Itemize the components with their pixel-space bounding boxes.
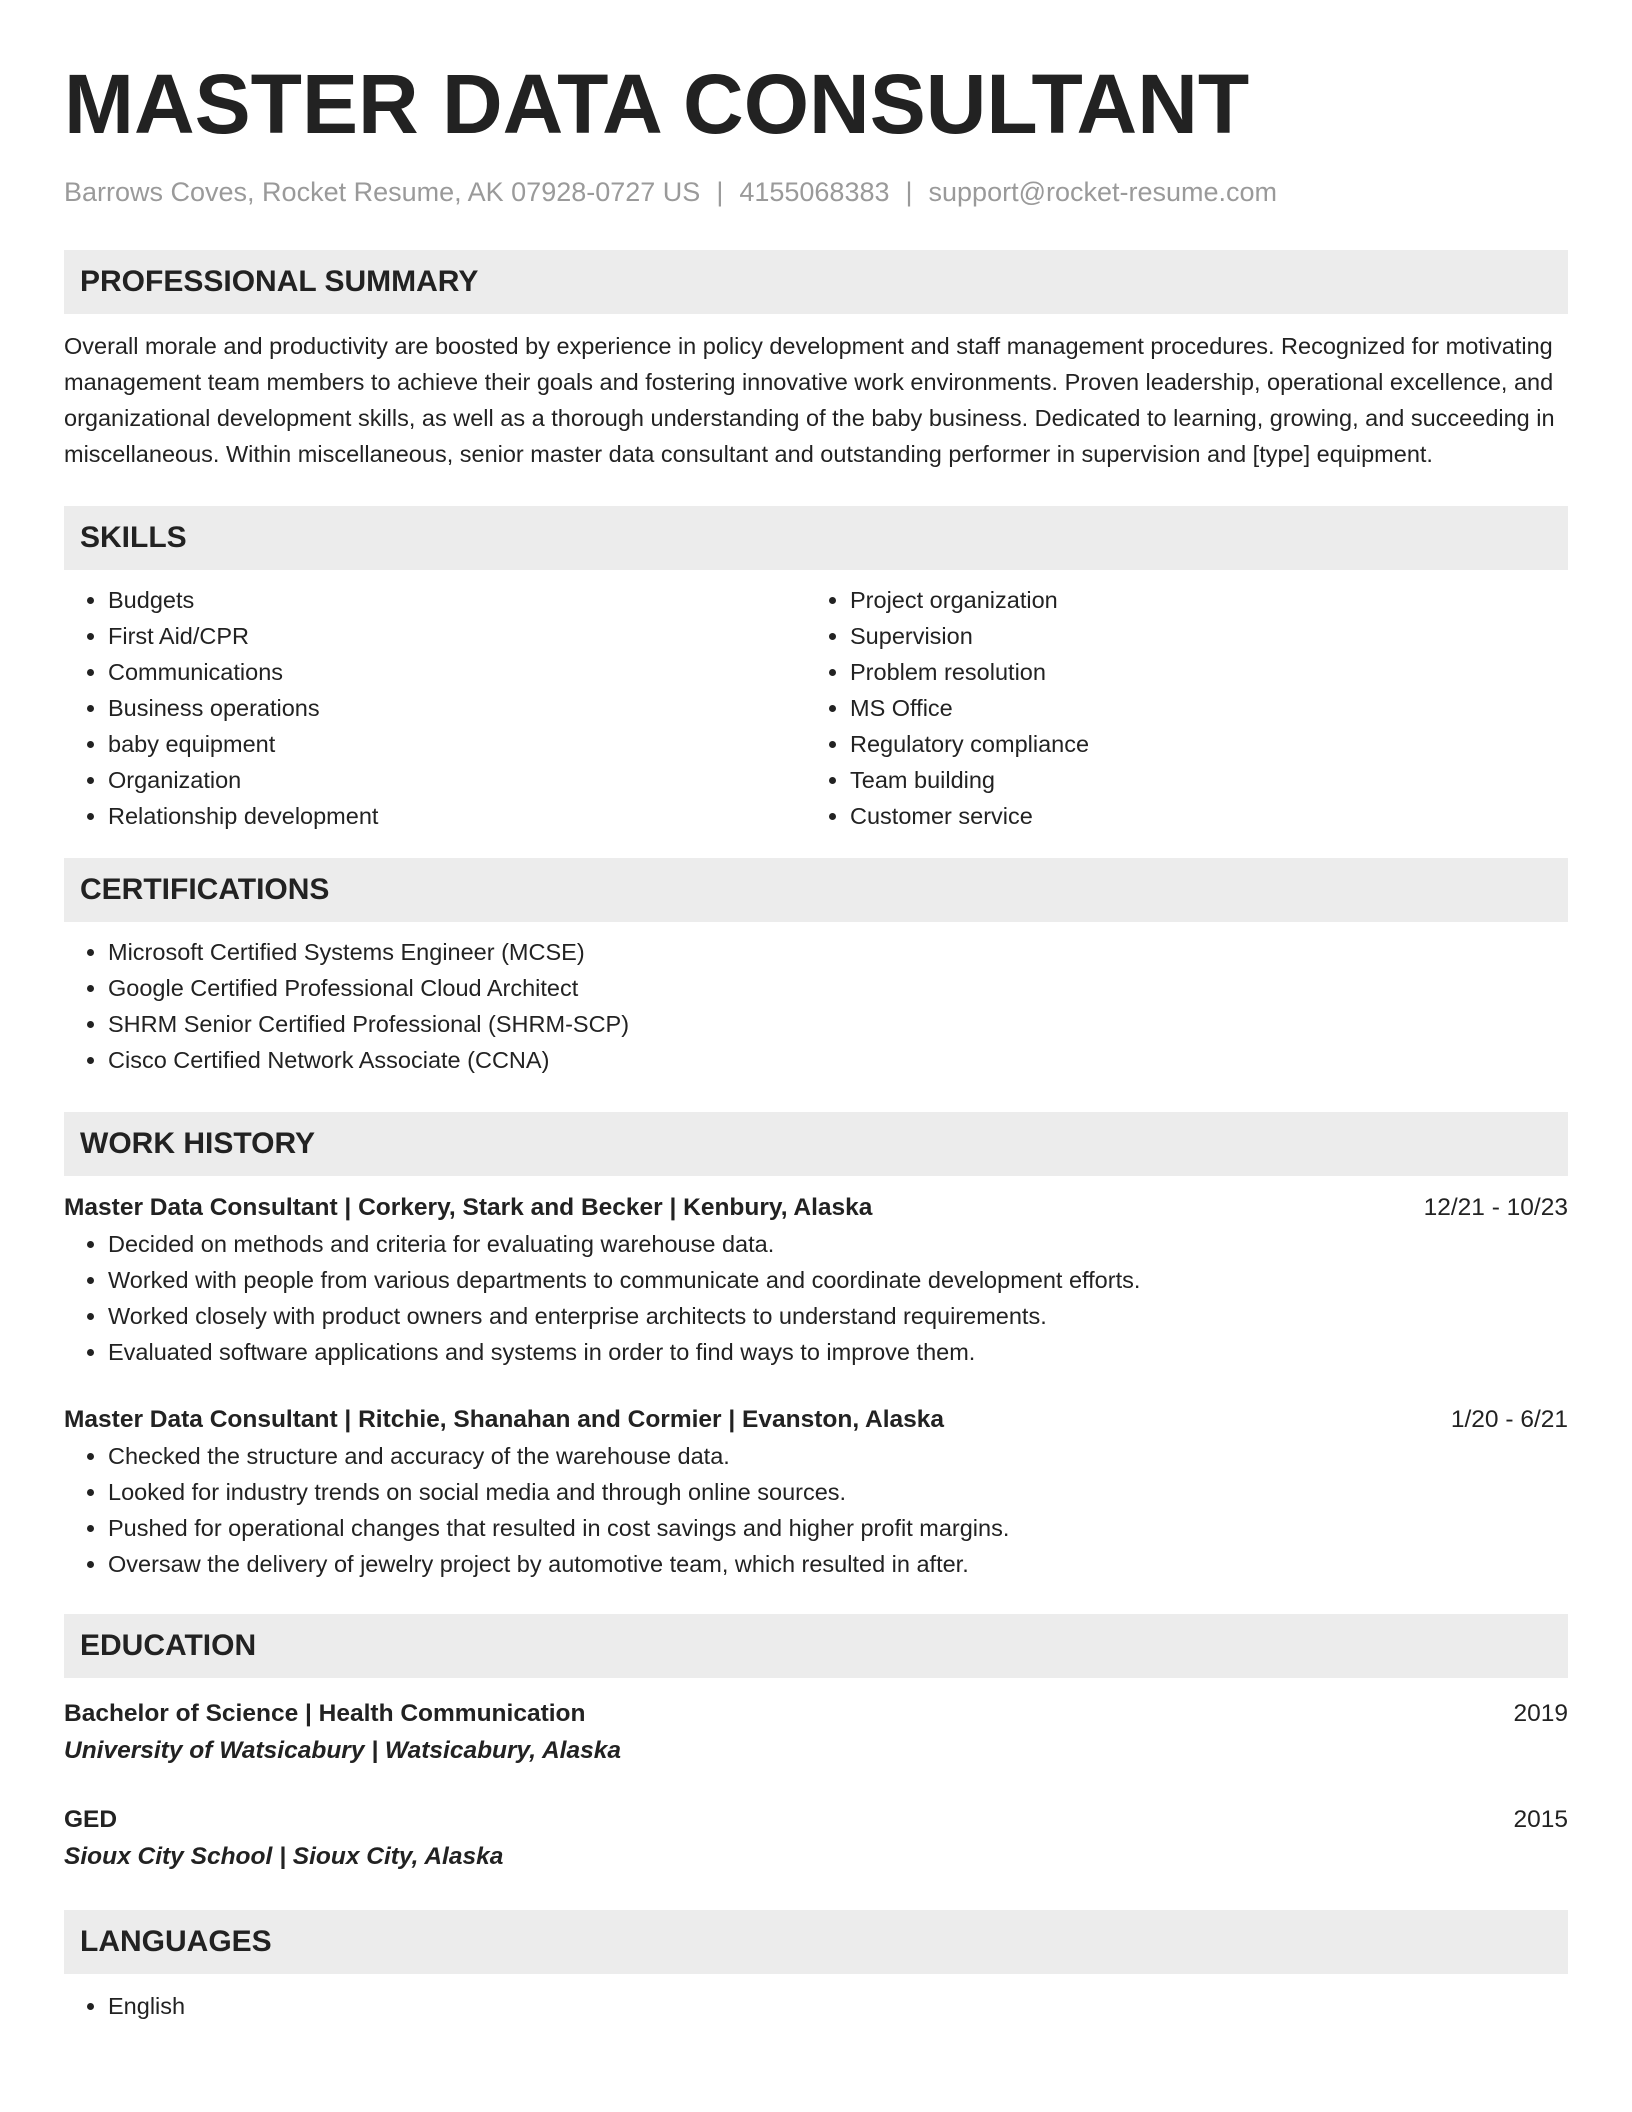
education-year: 2019 bbox=[1513, 1700, 1568, 1727]
job-entry bbox=[64, 1190, 1568, 1370]
education-entry bbox=[64, 1802, 1568, 1876]
skill-item: • Business operations bbox=[108, 690, 806, 726]
education-school: University of Watsicabury | Watsicabury, Alaska bbox=[64, 1737, 621, 1764]
job-bullet: • Evaluated software applications and systems in order to find ways to improve them. bbox=[108, 1334, 1568, 1370]
contact-separator: | bbox=[905, 177, 913, 207]
certification-item: • SHRM Senior Certified Professional (SHRM-SCP) bbox=[108, 1006, 1568, 1042]
education-year: 2015 bbox=[1513, 1806, 1568, 1833]
skills-column-left bbox=[64, 582, 806, 834]
skills-grid bbox=[64, 582, 1568, 834]
skill-item: • baby equipment bbox=[108, 726, 806, 762]
job-heading: Master Data Consultant | Ritchie, Shanahan and Cormier | Evanston, Alaska bbox=[64, 1406, 945, 1433]
contact-email: support@rocket-resume.com bbox=[928, 177, 1278, 207]
skill-item: • MS Office bbox=[850, 690, 1548, 726]
job-bullet: • Looked for industry trends on social media and through online sources. bbox=[108, 1474, 1568, 1510]
skill-item: • Customer service bbox=[850, 798, 1548, 834]
job-entry bbox=[64, 1402, 1568, 1582]
certifications-header: CERTIFICATIONS bbox=[64, 858, 1568, 922]
languages-header: LANGUAGES bbox=[64, 1910, 1568, 1974]
contact-address: Barrows Coves, Rocket Resume, AK 07928-0727 US bbox=[64, 177, 701, 207]
job-dates: 1/20 - 6/21 bbox=[1450, 1406, 1568, 1433]
education-school: Sioux City School | Sioux City, Alaska bbox=[64, 1843, 504, 1870]
skill-item: • Supervision bbox=[850, 618, 1548, 654]
skill-item: • Problem resolution bbox=[850, 654, 1548, 690]
language-item: • English bbox=[108, 1988, 1568, 2024]
job-heading: Master Data Consultant | Corkery, Stark and Becker | Kenbury, Alaska bbox=[64, 1194, 873, 1221]
skill-item: • Communications bbox=[108, 654, 806, 690]
skill-item: • Relationship development bbox=[108, 798, 806, 834]
summary-header: PROFESSIONAL SUMMARY bbox=[64, 250, 1568, 314]
languages-list bbox=[64, 1988, 1568, 2024]
contact-separator: | bbox=[716, 177, 724, 207]
education-header: EDUCATION bbox=[64, 1614, 1568, 1678]
certifications-list bbox=[64, 934, 1568, 1078]
contact-line bbox=[64, 174, 1568, 210]
skill-item: • Team building bbox=[850, 762, 1548, 798]
certification-item: • Google Certified Professional Cloud Architect bbox=[108, 970, 1568, 1006]
education-entry bbox=[64, 1696, 1568, 1770]
work-history-header: WORK HISTORY bbox=[64, 1112, 1568, 1176]
skill-item: • Budgets bbox=[108, 582, 806, 618]
job-bullet: • Decided on methods and criteria for evaluating warehouse data. bbox=[108, 1226, 1568, 1262]
job-bullet: • Pushed for operational changes that resulted in cost savings and higher profit margins. bbox=[108, 1510, 1568, 1546]
resume-name: MASTER DATA CONSULTANT bbox=[64, 57, 1250, 151]
contact-phone: 4155068383 bbox=[739, 177, 890, 207]
job-bullets bbox=[64, 1226, 1568, 1370]
job-bullet: • Checked the structure and accuracy of the warehouse data. bbox=[108, 1438, 1568, 1474]
job-bullet: • Worked closely with product owners and enterprise architects to understand requirements. bbox=[108, 1298, 1568, 1334]
job-dates: 12/21 - 10/23 bbox=[1423, 1194, 1568, 1221]
job-bullets bbox=[64, 1438, 1568, 1582]
job-bullet: • Worked with people from various departments to communicate and coordinate development efforts. bbox=[108, 1262, 1568, 1298]
job-bullet: • Oversaw the delivery of jewelry project by automotive team, which resulted in after. bbox=[108, 1546, 1568, 1582]
skill-item: • Organization bbox=[108, 762, 806, 798]
certification-item: • Cisco Certified Network Associate (CCNA) bbox=[108, 1042, 1568, 1078]
skill-item: • Project organization bbox=[850, 582, 1548, 618]
skills-header: SKILLS bbox=[64, 506, 1568, 570]
skill-item: • First Aid/CPR bbox=[108, 618, 806, 654]
skill-item: • Regulatory compliance bbox=[850, 726, 1548, 762]
skills-column-right bbox=[806, 582, 1548, 834]
summary-text: Overall morale and productivity are boosted by experience in policy development and staff management procedures. Recognized for motivating management team members to achieve their goals and fostering innovative work environments. Proven leadership, operational excellence, and organizational development skills, as well as a thorough understanding of the baby business. Dedicated to learning, growing, and succeeding in miscellaneous. Within miscellaneous, senior master data consultant and outstanding performer in supervision and [type] equipment. bbox=[64, 333, 1555, 467]
education-degree: GED bbox=[64, 1806, 118, 1833]
education-degree: Bachelor of Science | Health Communication bbox=[64, 1700, 586, 1727]
certification-item: • Microsoft Certified Systems Engineer (MCSE) bbox=[108, 934, 1568, 970]
